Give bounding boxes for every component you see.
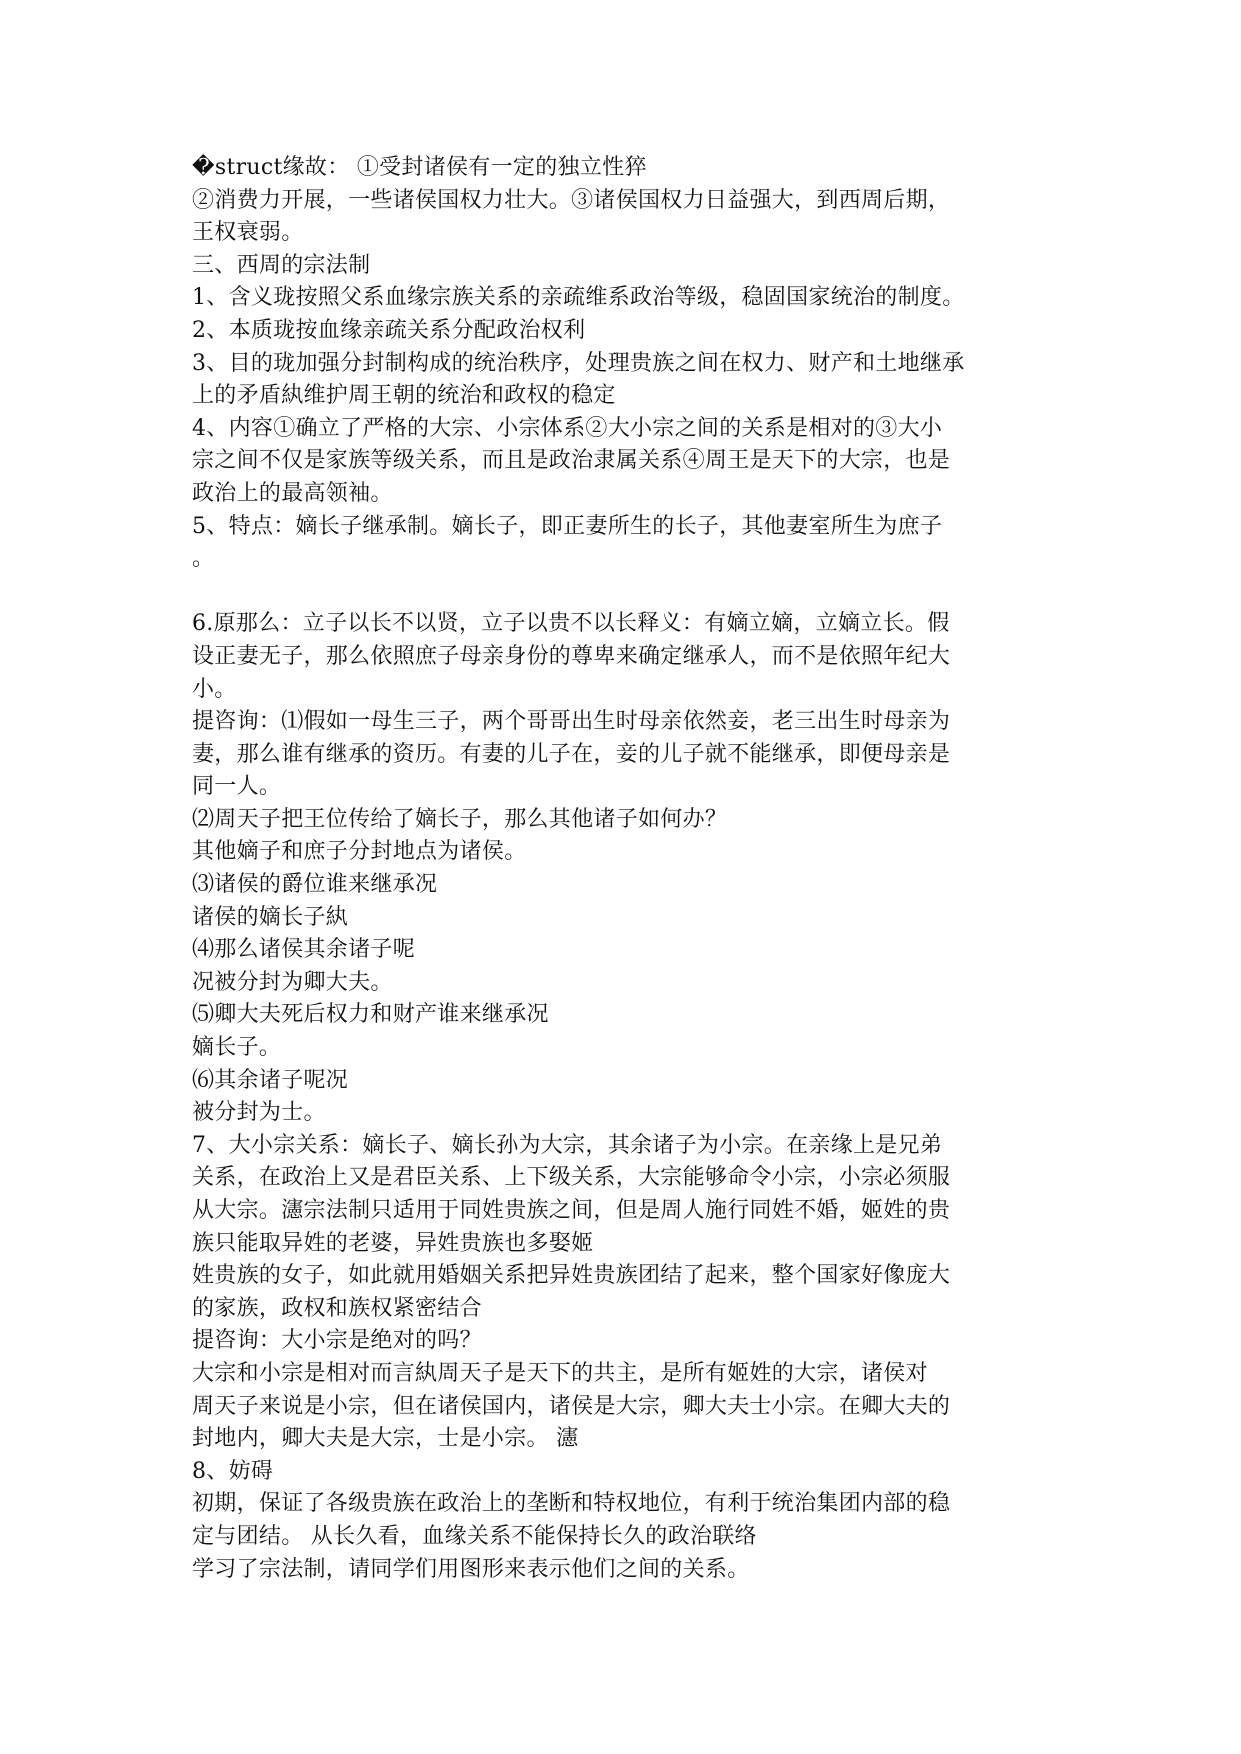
text-line: 6.原那么：立子以长不以贤，立子以贵不以长释义：有嫡立嫡，立嫡立长。假 bbox=[192, 611, 950, 637]
text-line: 定与团结。 从长久看，血缘关系不能保持长久的政治联络 bbox=[192, 1523, 757, 1549]
text-line: 。 bbox=[192, 546, 215, 572]
text-line: 5、特点：嫡长子继承制。嫡长子，即正妻所生的长子，其他妻室所生为庶子 bbox=[192, 513, 943, 539]
text-line: 2、本质珑按血缘亲疏关系分配政治权利 bbox=[192, 317, 586, 343]
text-line: 3、目的珑加强分封制构成的统治秩序，处理贵族之间在权力、财产和土地继承 bbox=[192, 350, 965, 376]
text-line: 提咨询：⑴假如一母生三子，两个哥哥出生时母亲依然妾，老三出生时母亲为 bbox=[192, 709, 951, 735]
text-line: 同一人。 bbox=[192, 774, 282, 800]
text-line: 族只能取异姓的老婆，异姓贵族也多娶姬 bbox=[192, 1230, 594, 1256]
text-line: �struct缘故： ①受封诸侯有一定的独立性猝 bbox=[192, 155, 647, 180]
text-line: 学习了宗法制，请同学们用图形来表示他们之间的关系。 bbox=[192, 1556, 750, 1582]
document-body bbox=[192, 152, 1062, 1586]
section-heading: 三、西周的宗法制 bbox=[192, 252, 371, 278]
text-line: 大宗和小宗是相对而言紈周天子是天下的共主，是所有姬姓的大宗，诸侯对 bbox=[192, 1360, 928, 1386]
text-line: 提咨询：大小宗是绝对的吗？ bbox=[192, 1328, 482, 1354]
text-line: 妻，那么谁有继承的资历。有妻的儿子在，妾的儿子就不能继承，即便母亲是 bbox=[192, 741, 951, 767]
text-line: ②消费力开展，一些诸侯国权力壮大。③诸侯国权力日益强大，到西周后期， bbox=[192, 187, 951, 213]
text-line: ⑹其余诸子呢况 bbox=[192, 1067, 349, 1093]
text-line: 上的矛盾紈维护周王朝的统治和政权的稳定 bbox=[192, 383, 616, 409]
text-line: 从大宗。瀗宗法制只适用于同姓贵族之间，但是周人施行同姓不婚，姬姓的贵 bbox=[192, 1198, 951, 1223]
text-line: 小。 bbox=[192, 676, 237, 702]
text-line: ⑵周天子把王位传给了嫡长子，那么其他诸子如何办？ bbox=[192, 806, 728, 832]
text-line: 周天子来说是小宗，但在诸侯国内，诸侯是大宗，卿大夫士小宗。在卿大夫的 bbox=[192, 1393, 951, 1419]
text-line: ⑷那么诸侯其余诸子呢 bbox=[192, 937, 416, 963]
text-line: 7、大小宗关系：嫡长子、嫡长孙为大宗，其余诸子为小宗。在亲缘上是兄弟 bbox=[192, 1132, 943, 1158]
text-line: 的家族，政权和族权紧密结合 bbox=[192, 1295, 482, 1321]
text-line: 初期，保证了各级贵族在政治上的垄断和特权地位，有利于统治集团内部的稳 bbox=[192, 1491, 951, 1517]
text-line: ⑶诸侯的爵位谁来继承况 bbox=[192, 872, 438, 898]
text-line: ⑸卿大夫死后权力和财产谁来继承况 bbox=[192, 1002, 549, 1028]
text-line: 设正妻无子，那么依照庶子母亲身份的尊卑来确定继承人，而不是依照年纪大 bbox=[192, 643, 951, 669]
text-line: 关系，在政治上又是君臣关系、上下级关系，大宗能够命令小宗，小宗必须服 bbox=[192, 1165, 951, 1191]
text-line: 4、内容①确立了严格的大宗、小宗体系②大小宗之间的关系是相对的③大小 bbox=[192, 415, 943, 441]
text-line: 封地内，卿大夫是大宗，士是小宗。 瀗 bbox=[192, 1426, 579, 1452]
text-line: 嫡长子。 bbox=[192, 1035, 282, 1061]
blank-line bbox=[192, 576, 1062, 609]
text-line: 其他嫡子和庶子分封地点为诸侯。 bbox=[192, 839, 527, 865]
text-line: 况被分封为卿大夫。 bbox=[192, 969, 393, 995]
text-line: 被分封为士。 bbox=[192, 1100, 326, 1126]
text-line: 1、含义珑按照父系血缘宗族关系的亲疏维系政治等级，稳固国家统治的制度。 bbox=[192, 285, 965, 311]
text-line: 宗之间不仅是家族等级关系，而且是政治隶属关系④周王是天下的大宗，也是 bbox=[192, 448, 951, 474]
text-line: 诸侯的嫡长子紈 bbox=[192, 904, 349, 930]
text-line: 政治上的最高领袖。 bbox=[192, 480, 393, 506]
text-line: 姓贵族的女子，如此就用婚姻关系把异姓贵族团结了起来，整个国家好像庞大 bbox=[192, 1263, 951, 1289]
text-line: 王权衰弱。 bbox=[192, 220, 304, 246]
text-line: 8、妨碍 bbox=[192, 1458, 274, 1484]
